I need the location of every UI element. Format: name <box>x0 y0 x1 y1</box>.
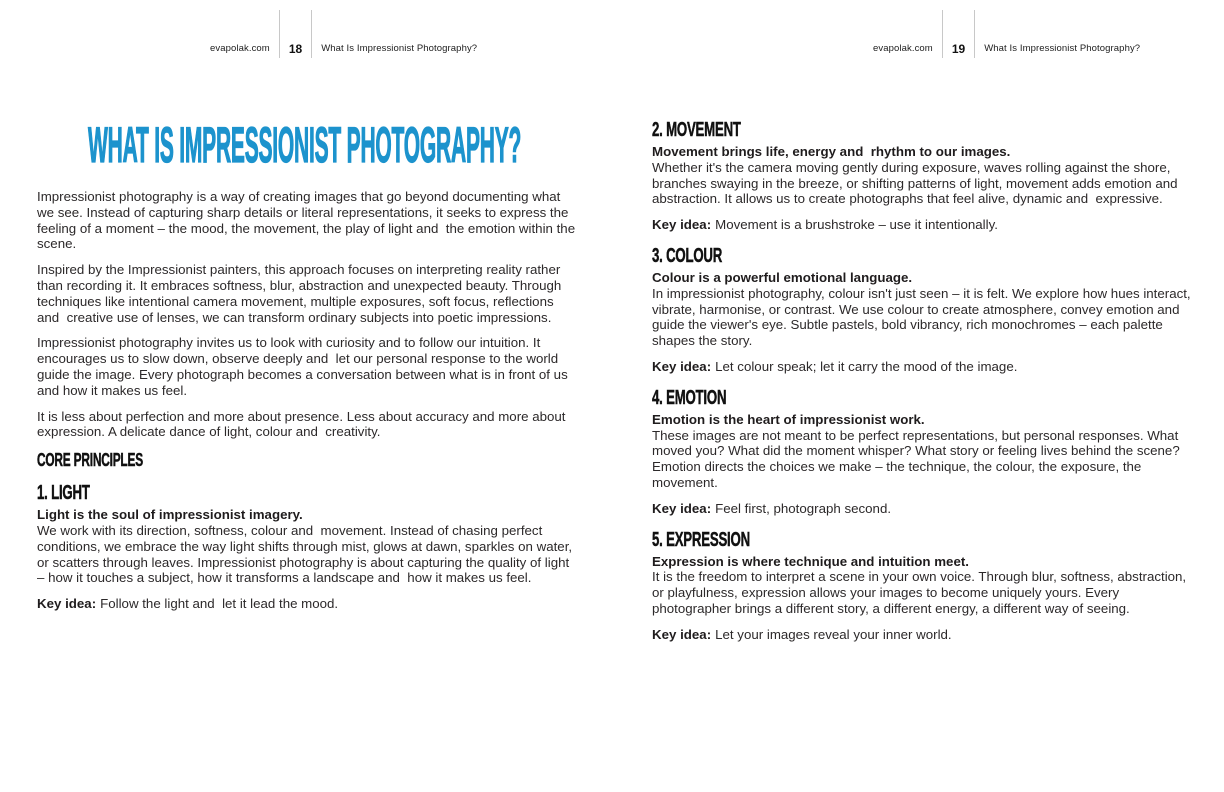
key-idea-text: Let colour speak; let it carry the mood of the image. <box>715 358 1018 374</box>
section-heading <box>652 387 1197 409</box>
section-body: These images are not meant to be perfect representations, but personal responses. What moved you? What did the moment whisper? What story or feeling lives behind the scene? Emotion directs the choices we make – the technique, the colour, the exposure, the movement. <box>652 427 1184 490</box>
key-idea-label: Key idea: <box>652 217 712 233</box>
section-lead: Emotion is the heart of impressionist work. <box>652 411 925 427</box>
section-body: We work with its direction, softness, colour and movement. Instead of chasing perfect conditions, we embrace the way light shifts through mist, glows at dawn, sparkles on water, or scatters through leaves. Impressionist photography is about capturing the quality of light – how it touches a subject, how it transforms a landscape and how it makes us feel. <box>37 522 576 586</box>
section-lead: Light is the soul of impressionist imagery. <box>37 507 303 523</box>
core-principles-heading <box>37 450 577 470</box>
section-body: It is the freedom to interpret a scene in your own voice. Through blur, softness, abstraction, or playfulness, expression allows your images to become uniquely yours. Every photographer brings a different story, a different energy, a different way of seeing. <box>652 569 1190 616</box>
section-colour <box>652 245 1197 375</box>
section-heading-text: 5. EXPRESSION <box>652 528 750 551</box>
section-emotion <box>652 387 1197 517</box>
key-idea <box>37 596 577 612</box>
page-number: 18 <box>288 42 303 56</box>
key-idea-text: Movement is a brushstroke – use it intentionally. <box>715 217 998 233</box>
section-lead: Expression is where technique and intuition meet. <box>652 553 969 569</box>
section-heading-text: 4. EMOTION <box>652 386 727 409</box>
page-title <box>88 117 577 173</box>
section-body: In impressionist photography, colour isn't just seen – it is felt. We explore how hues interact, vibrate, harmonise, or contrast. We use colour to create atmosphere, convey emotion and guide the viewer's eye. Subtle pastels, bold vibrancy, rich monochromes – each palette shapes the story. <box>652 285 1195 349</box>
section-heading <box>652 529 1197 551</box>
section-heading <box>652 245 1197 267</box>
section-heading-text: 1. LIGHT <box>37 482 90 505</box>
site-url: evapolak.com <box>210 43 270 54</box>
right-page-header <box>873 10 1140 58</box>
site-url: evapolak.com <box>873 43 933 54</box>
key-idea-label: Key idea: <box>37 596 97 612</box>
chapter-title: What Is Impressionist Photography? <box>984 43 1141 54</box>
key-idea <box>652 627 1197 643</box>
section-heading-text: 2. MOVEMENT <box>652 119 741 141</box>
chapter-title: What Is Impressionist Photography? <box>321 43 478 54</box>
section-body: Whether it's the camera moving gently during exposure, waves rolling against the shore, branches swaying in the breeze, or shifting patterns of light, movement adds emotion and abstraction. It allows us to create photographs that feel alive, dynamic and expressive. <box>652 159 1182 207</box>
page-number: 19 <box>951 42 966 56</box>
key-idea-label: Key idea: <box>652 500 712 516</box>
header-divider <box>311 10 312 58</box>
key-idea <box>652 359 1197 375</box>
section-heading <box>652 119 1197 141</box>
key-idea <box>652 501 1197 517</box>
key-idea-text: Follow the light and let it lead the mood. <box>100 596 339 612</box>
key-idea-text: Let your images reveal your inner world. <box>715 626 952 642</box>
intro-paragraph: It is less about perfection and more about presence. Less about accuracy and more about expression. A delicate dance of light, colour and creativity. <box>37 408 570 440</box>
section-light <box>37 482 577 612</box>
section-expression <box>652 529 1197 643</box>
left-page-header <box>210 10 477 58</box>
header-divider <box>974 10 975 58</box>
intro-paragraph: Impressionist photography invites us to look with curiosity and to follow our intuition. It encourages us to slow down, observe deeply and let our personal response to the world guide the image. Every photograph becomes a conversation between what is in front of us and how it makes us feel. <box>37 335 572 398</box>
section-lead: Colour is a powerful emotional language. <box>652 269 913 285</box>
core-principles-heading-text: CORE PRINCIPLES <box>37 450 143 471</box>
key-idea-text: Feel first, photograph second. <box>715 500 892 516</box>
section-movement <box>652 119 1197 233</box>
header-divider <box>279 10 280 58</box>
key-idea-label: Key idea: <box>652 358 712 374</box>
section-heading <box>37 482 577 504</box>
key-idea-label: Key idea: <box>652 626 712 642</box>
section-heading-text: 3. COLOUR <box>652 244 723 267</box>
intro-paragraph: Impressionist photography is a way of creating images that go beyond documenting what we see. Instead of capturing sharp details or literal representations, it seeks to express the feeling of a moment – the mood, the movement, the play of light and the emotion within the scene. <box>37 189 579 252</box>
header-divider <box>942 10 943 58</box>
page-title-text: WHAT IS IMPRESSIONIST PHOTOGRAPHY? <box>88 117 522 173</box>
intro-paragraph: Inspired by the Impressionist painters, this approach focuses on interpreting reality rather than recording it. It embraces softness, blur, abstraction and unexpected beauty. Through techniques like intentional camera movement, multiple exposures, soft focus, reflections and creative use of lenses, we can transform ordinary subjects into poetic impressions. <box>37 262 566 325</box>
key-idea <box>652 217 1197 233</box>
right-page-column <box>652 107 1197 643</box>
left-page-column <box>37 117 577 612</box>
section-lead: Movement brings life, energy and rhythm to our images. <box>652 144 1011 159</box>
